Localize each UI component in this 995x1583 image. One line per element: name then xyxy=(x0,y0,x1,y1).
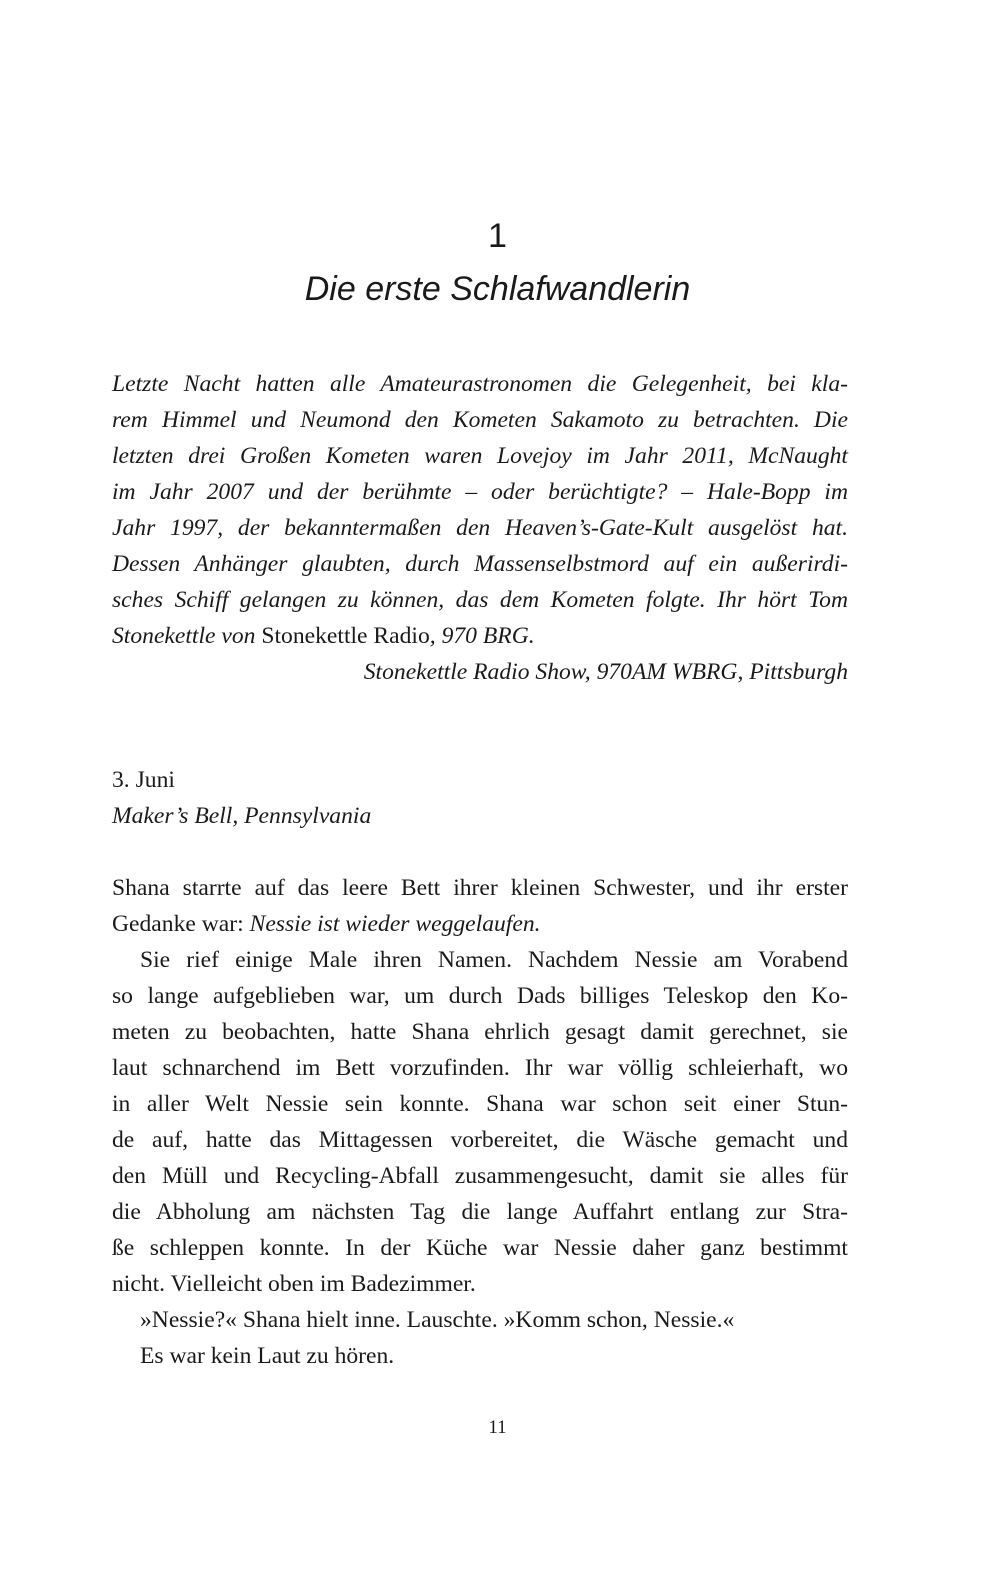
body-line: Sie rief einige Male ihren Namen. Nachdem Nessie am Vorabend xyxy=(140,947,848,973)
page-number: 11 xyxy=(488,1417,507,1438)
epigraph-line: Letzte Nacht hatten alle Amateurastronomen die Gelegenheit, bei kla- xyxy=(112,371,848,397)
body-line: die Abholung am nächsten Tag die lange Auffahrt entlang zur Stra- xyxy=(112,1199,848,1225)
body-text-span: Gedanke war: xyxy=(112,911,250,937)
dateline-place: Maker’s Bell, Pennsylvania xyxy=(112,803,372,829)
body-line: nicht. Vielleicht oben im Badezimmer. xyxy=(112,1271,476,1297)
body-line xyxy=(112,906,848,942)
body-line: laut schnarchend im Bett vorzufinden. Ihr war völlig schleierhaft, wo xyxy=(112,1055,848,1081)
body-line: de auf, hatte das Mittagessen vorbereitet, die Wäsche gemacht und xyxy=(112,1127,848,1153)
epigraph-text: , 970 BRG. xyxy=(429,623,535,649)
epigraph-line: Jahr 1997, der bekanntermaßen den Heaven’s-Gate-Kult ausgelöst hat. xyxy=(112,515,848,541)
chapter-number: 1 xyxy=(488,217,507,255)
body-italic-thought: Nessie ist wieder weggelaufen. xyxy=(249,911,541,937)
body-line: meten zu beobachten, hatte Shana ehrlich gesagt damit gerechnet, sie xyxy=(112,1019,848,1045)
epigraph-line: rem Himmel und Neumond den Kometen Sakamoto zu betrachten. Die xyxy=(112,407,848,433)
epigraph-line: im Jahr 2007 und der berühmte – oder berüchtigte? – Hale-Bopp im xyxy=(112,479,848,505)
body-line: Es war kein Laut zu hören. xyxy=(140,1343,395,1369)
chapter-title: Die erste Schlafwandlerin xyxy=(304,270,691,308)
body-line: »Nessie?« Shana hielt inne. Lauschte. »Komm schon, Nessie.« xyxy=(140,1307,735,1333)
body-line: ße schleppen konnte. In der Küche war Nessie daher ganz bestimmt xyxy=(112,1235,848,1261)
epigraph-text: Stonekettle von xyxy=(112,623,262,649)
epigraph-line: sches Schiff gelangen zu können, das dem Kometen folgte. Ihr hört Tom xyxy=(112,587,848,613)
radio-name: Stonekettle Radio xyxy=(261,623,430,649)
body-text xyxy=(112,870,848,1374)
epigraph-attribution: Stonekettle Radio Show, 970AM WBRG, Pittsburgh xyxy=(363,659,848,685)
dateline-date: 3. Juni xyxy=(112,767,175,793)
dateline xyxy=(112,762,848,834)
epigraph-line: Dessen Anhänger glaubten, durch Massenselbstmord auf ein außerirdi- xyxy=(112,551,848,577)
epigraph xyxy=(112,366,848,690)
body-line: so lange aufgeblieben war, um durch Dads billiges Teleskop den Ko- xyxy=(112,983,848,1009)
body-line: Shana starrte auf das leere Bett ihrer kleinen Schwester, und ihr erster xyxy=(112,875,848,901)
body-line: in aller Welt Nessie sein konnte. Shana war schon seit einer Stun- xyxy=(112,1091,848,1117)
epigraph-line: letzten drei Großen Kometen waren Lovejoy im Jahr 2011, McNaught xyxy=(112,443,848,469)
body-line: den Müll und Recycling-Abfall zusammengesucht, damit sie alles für xyxy=(112,1163,848,1189)
epigraph-last-line xyxy=(112,618,848,654)
